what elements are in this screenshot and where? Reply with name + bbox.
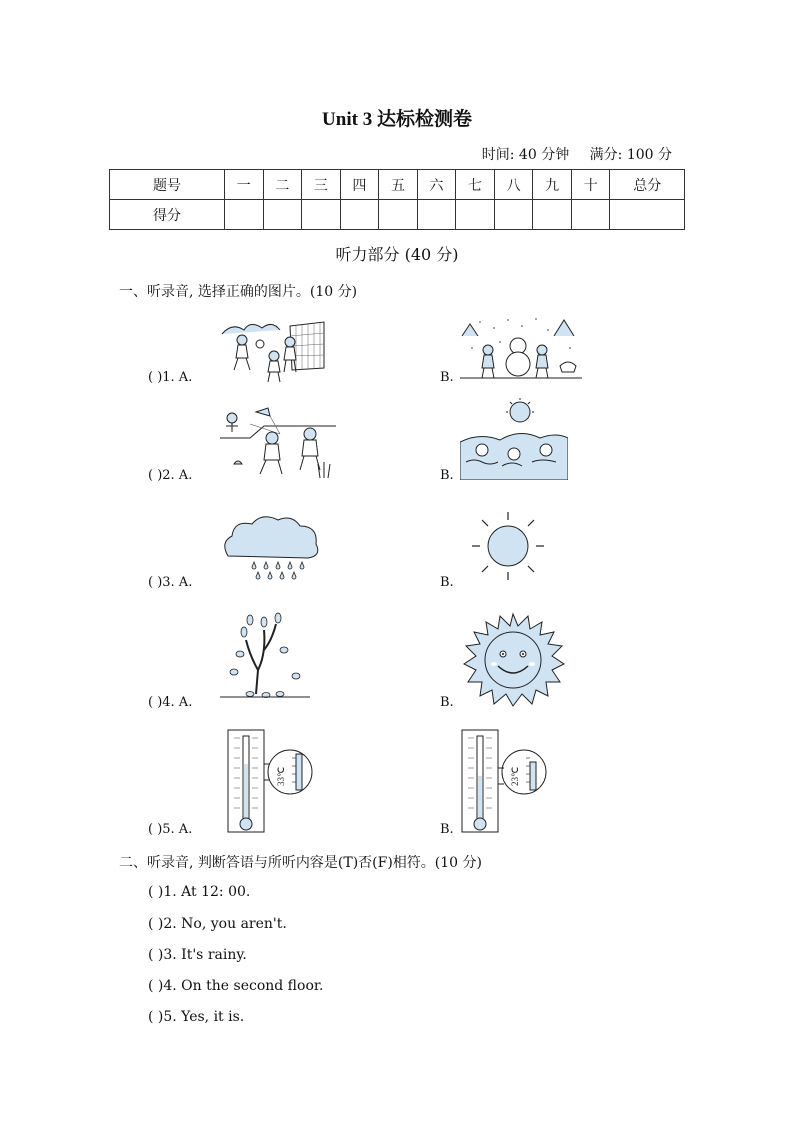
soccer-picture[interactable]: [220, 314, 328, 384]
snowman-picture[interactable]: [460, 314, 582, 382]
part1-heading: 一、听录音, 选择正确的图片。(10 分): [119, 284, 358, 300]
score-cell: 五: [379, 170, 418, 200]
swimming-picture[interactable]: [460, 398, 568, 480]
score-cell: 十: [571, 170, 610, 200]
exam-meta: [482, 144, 672, 164]
part2-heading: 二、听录音, 判断答语与所听内容是(T)否(F)相符。(10 分): [119, 855, 482, 871]
score-entry-cell[interactable]: [302, 200, 341, 230]
score-cell: 三: [302, 170, 341, 200]
score-cell: 六: [417, 170, 456, 200]
score-cell: 四: [340, 170, 379, 200]
score-entry-cell[interactable]: [571, 200, 610, 230]
option-b-label: B.: [440, 695, 454, 710]
tf-item: ( )1. At 12: 00.: [148, 884, 251, 900]
score-cell: 二: [263, 170, 302, 200]
score-cell: 八: [494, 170, 533, 200]
option-b-label: B.: [440, 468, 454, 483]
option-b-label: B.: [440, 575, 454, 590]
thermometer-b-reading: 23℃: [510, 766, 520, 786]
option-b-label: B.: [440, 822, 454, 837]
option-b-label: B.: [440, 370, 454, 385]
thermometer-a-reading: 33℃: [276, 766, 286, 786]
rainy-cloud-picture[interactable]: [220, 512, 322, 582]
time-limit: 时间: 40 分钟: [481, 147, 570, 163]
score-table-score-row: [110, 200, 685, 230]
section-title: 听力部分 (40 分): [335, 245, 459, 264]
full-marks: 满分: 100 分: [589, 147, 672, 163]
score-entry-cell[interactable]: [610, 200, 685, 230]
score-cell: 得分: [110, 200, 225, 230]
kite-flying-picture[interactable]: [220, 404, 338, 480]
score-entry-cell[interactable]: [340, 200, 379, 230]
score-entry-cell[interactable]: [456, 200, 495, 230]
score-cell: 一: [225, 170, 264, 200]
thermometer-b-picture[interactable]: [460, 728, 548, 836]
thermometer-a-picture[interactable]: [226, 728, 314, 836]
page-title: Unit 3 达标检测卷: [322, 109, 472, 130]
tf-item: ( )5. Yes, it is.: [148, 1009, 245, 1025]
score-entry-cell[interactable]: [263, 200, 302, 230]
sun-picture[interactable]: [468, 508, 548, 584]
smiling-sun-picture[interactable]: [460, 612, 566, 708]
score-entry-cell[interactable]: [494, 200, 533, 230]
question-label: ( )5. A.: [148, 822, 193, 837]
question-label: ( )2. A.: [148, 468, 193, 483]
score-cell: 九: [533, 170, 572, 200]
tf-item: ( )4. On the second floor.: [148, 978, 324, 994]
score-table-header-row: [110, 170, 685, 200]
score-table: [109, 169, 685, 230]
score-entry-cell[interactable]: [533, 200, 572, 230]
question-label: ( )3. A.: [148, 575, 193, 590]
tf-item: ( )3. It's rainy.: [148, 947, 247, 963]
score-entry-cell[interactable]: [225, 200, 264, 230]
score-entry-cell[interactable]: [417, 200, 456, 230]
autumn-tree-picture[interactable]: [220, 610, 310, 700]
question-label: ( )4. A.: [148, 695, 193, 710]
score-cell: 题号: [110, 170, 225, 200]
tf-item: ( )2. No, you aren't.: [148, 916, 287, 932]
score-cell: 七: [456, 170, 495, 200]
question-label: ( )1. A.: [148, 370, 193, 385]
score-entry-cell[interactable]: [379, 200, 418, 230]
score-cell: 总分: [610, 170, 685, 200]
